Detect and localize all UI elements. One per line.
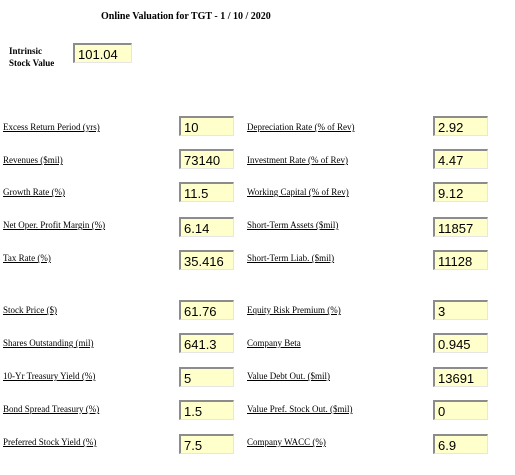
depreciation-rate-field[interactable] <box>433 116 488 136</box>
value-debt-out-field[interactable] <box>433 367 488 387</box>
preferred-stock-yield-label[interactable]: Preferred Stock Yield (%) <box>3 437 97 447</box>
working-capital-value: 9.12 <box>433 182 488 202</box>
growth-rate-label[interactable]: Growth Rate (%) <box>3 187 65 197</box>
bond-spread-value: 1.5 <box>179 400 234 420</box>
company-beta-value: 0.945 <box>433 333 488 353</box>
equity-risk-premium-field[interactable] <box>433 300 488 320</box>
growth-rate-field[interactable] <box>179 182 234 202</box>
company-beta-field[interactable] <box>433 333 488 353</box>
investment-rate-label[interactable]: Investment Rate (% of Rev) <box>247 155 348 165</box>
depreciation-rate-value: 2.92 <box>433 116 488 136</box>
value-debt-out-label[interactable]: Value Debt Out. ($mil) <box>247 371 330 381</box>
preferred-stock-yield-value: 7.5 <box>179 434 234 454</box>
intrinsic-value-text: 101.04 <box>73 43 132 63</box>
excess-return-period-field[interactable] <box>179 116 234 136</box>
depreciation-rate-label[interactable]: Depreciation Rate (% of Rev) <box>247 122 355 132</box>
short-term-assets-label[interactable]: Short-Term Assets ($mil) <box>247 220 339 230</box>
preferred-stock-yield-field[interactable] <box>179 434 234 454</box>
value-pref-stock-field[interactable] <box>433 400 488 420</box>
company-beta-label[interactable]: Company Beta <box>247 338 301 348</box>
bond-spread-field[interactable] <box>179 400 234 420</box>
tax-rate-field[interactable] <box>179 250 234 270</box>
treasury-yield-field[interactable] <box>179 367 234 387</box>
working-capital-label[interactable]: Working Capital (% of Rev) <box>247 187 349 197</box>
shares-outstanding-label[interactable]: Shares Outstanding (mil) <box>3 338 94 348</box>
short-term-liab-value: 11128 <box>433 250 488 270</box>
company-wacc-label[interactable]: Company WACC (%) <box>247 437 326 447</box>
page-title: Online Valuation for TGT - 1 / 10 / 2020 <box>101 11 271 22</box>
company-wacc-field[interactable] <box>433 434 488 454</box>
working-capital-field[interactable] <box>433 182 488 202</box>
treasury-yield-label[interactable]: 10-Yr Treasury Yield (%) <box>3 371 96 381</box>
excess-return-period-label[interactable]: Excess Return Period (yrs) <box>3 122 100 132</box>
value-debt-out-value: 13691 <box>433 367 488 387</box>
stock-price-label[interactable]: Stock Price ($) <box>3 305 57 315</box>
short-term-liab-label[interactable]: Short-Term Liab. ($mil) <box>247 253 335 263</box>
equity-risk-premium-value: 3 <box>433 300 488 320</box>
tax-rate-value: 35.416 <box>179 250 234 270</box>
treasury-yield-value: 5 <box>179 367 234 387</box>
investment-rate-field[interactable] <box>433 149 488 169</box>
net-oper-profit-margin-value: 6.14 <box>179 217 234 237</box>
growth-rate-value: 11.5 <box>179 182 234 202</box>
stock-price-field[interactable] <box>179 300 234 320</box>
short-term-assets-value: 11857 <box>433 217 488 237</box>
shares-outstanding-field[interactable] <box>179 333 234 353</box>
revenues-label[interactable]: Revenues ($mil) <box>3 155 63 165</box>
net-oper-profit-margin-field[interactable] <box>179 217 234 237</box>
shares-outstanding-value: 641.3 <box>179 333 234 353</box>
tax-rate-label[interactable]: Tax Rate (%) <box>3 253 51 263</box>
equity-risk-premium-label[interactable]: Equity Risk Premium (%) <box>247 305 341 315</box>
stock-price-value: 61.76 <box>179 300 234 320</box>
short-term-assets-field[interactable] <box>433 217 488 237</box>
bond-spread-label[interactable]: Bond Spread Treasury (%) <box>3 404 100 414</box>
net-oper-profit-margin-label[interactable]: Net Oper. Profit Margin (%) <box>3 220 106 230</box>
company-wacc-value: 6.9 <box>433 434 488 454</box>
value-pref-stock-value: 0 <box>433 400 488 420</box>
investment-rate-value: 4.47 <box>433 149 488 169</box>
excess-return-period-value: 10 <box>179 116 234 136</box>
value-pref-stock-label[interactable]: Value Pref. Stock Out. ($mil) <box>247 404 353 414</box>
revenues-value: 73140 <box>179 149 234 169</box>
intrinsic-value-label: Intrinsic Stock Value <box>9 46 55 68</box>
short-term-liab-field[interactable] <box>433 250 488 270</box>
intrinsic-value-field[interactable] <box>73 43 132 63</box>
revenues-field[interactable] <box>179 149 234 169</box>
